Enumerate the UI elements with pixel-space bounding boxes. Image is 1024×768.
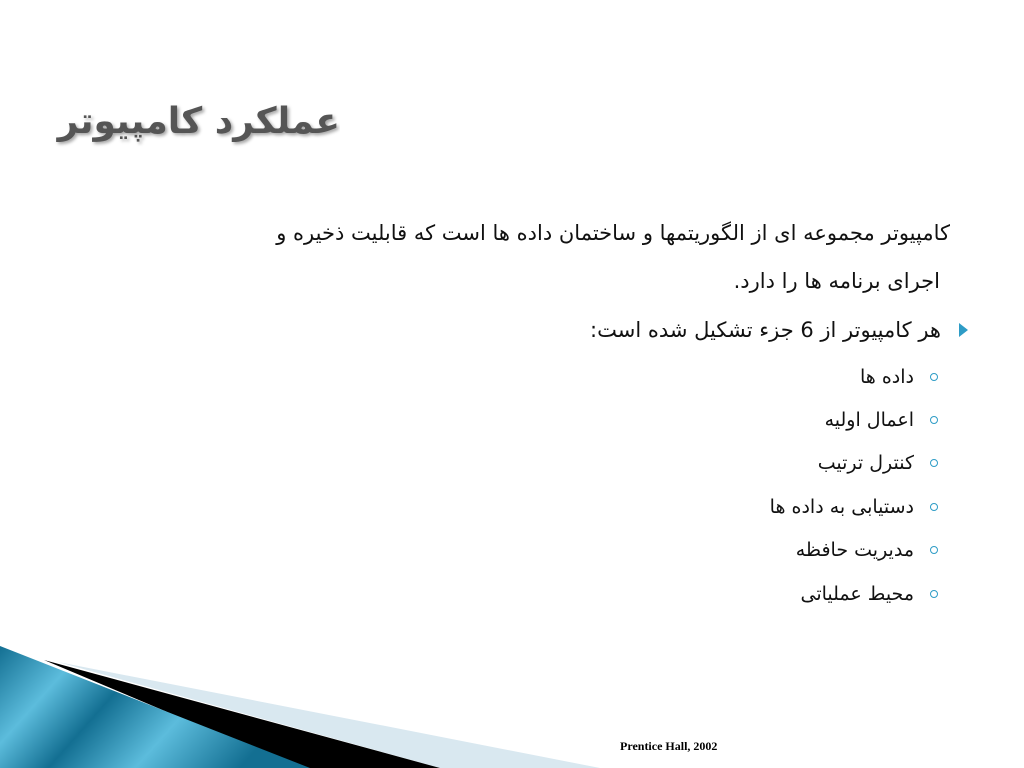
hollow-circle-icon bbox=[930, 503, 938, 511]
sub-bullet-item bbox=[338, 491, 938, 523]
paragraph-line: اجرای برنامه ها را دارد. bbox=[733, 269, 940, 293]
bullet-item bbox=[108, 310, 968, 350]
sub-bullet-item bbox=[338, 534, 938, 566]
sub-bullet-text: داده ها bbox=[859, 366, 914, 388]
hollow-circle-icon bbox=[930, 546, 938, 554]
sub-bullet-text: دستیابی به داده ها bbox=[769, 496, 914, 518]
hollow-circle-icon bbox=[930, 416, 938, 424]
bullet-text: هر کامپیوتر از 6 جزء تشکیل شده است: bbox=[590, 318, 941, 342]
sub-bullet-text: کنترل ترتیب bbox=[817, 452, 914, 474]
hollow-circle-icon bbox=[930, 590, 938, 598]
sub-bullet-item bbox=[338, 447, 938, 479]
sub-bullet-item bbox=[338, 578, 938, 610]
sub-bullet-text: اعمال اولیه bbox=[824, 409, 914, 431]
paragraph-line: کامپیوتر مجموعه ای از الگوریتمها و ساختمان داده ها است که قابلیت ذخیره و bbox=[276, 221, 950, 245]
triangle-right-icon bbox=[959, 323, 968, 337]
footer-text: Prentice Hall, 2002 bbox=[620, 739, 718, 753]
sub-bullet-item bbox=[338, 404, 938, 436]
sub-bullet-item bbox=[338, 361, 938, 393]
slide-title: عملکرد کامپیوتر bbox=[57, 101, 340, 142]
hollow-circle-icon bbox=[930, 373, 938, 381]
sub-bullet-text: محیط عملیاتی bbox=[800, 583, 914, 605]
hollow-circle-icon bbox=[930, 459, 938, 467]
corner-decoration bbox=[0, 638, 1024, 768]
sub-bullet-text: مدیریت حافظه bbox=[795, 539, 914, 561]
